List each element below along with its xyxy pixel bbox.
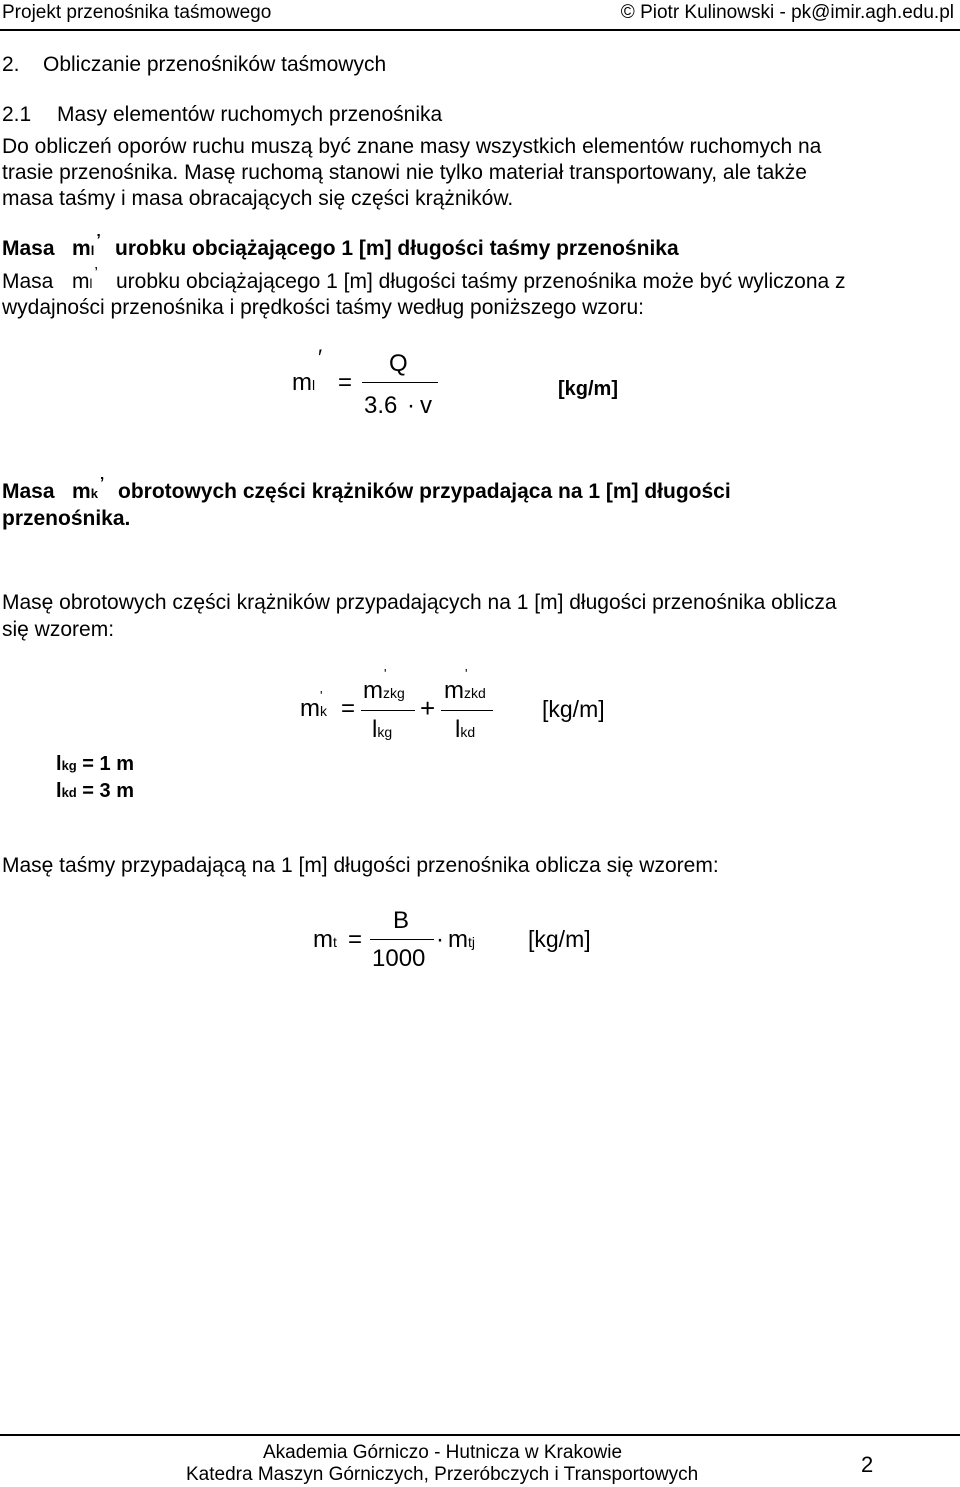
formula-mt-numerator: B	[393, 907, 410, 934]
ml-heading-rest: urobku obciążającego 1 [m] długości taśmy przenośnika	[115, 237, 679, 260]
header-right: © Piotr Kulinowski - pk@imir.agh.edu.pl	[620, 2, 954, 23]
mt-text: Masę taśmy przypadającą na 1 [m] długości przenośnika oblicza się wzorem:	[2, 854, 719, 877]
length-lkg: lkg = 1 m	[56, 753, 134, 775]
formula-mk-fraction-line-2	[441, 710, 493, 711]
formula-mk-lhs-prime: '	[320, 688, 323, 703]
subsection-title: Masy elementów ruchomych przenośnika	[57, 103, 443, 126]
formula-mt-equals: =	[348, 926, 363, 953]
formula-ml-fraction-line	[362, 382, 438, 383]
section-title: Obliczanie przenośników taśmowych	[43, 53, 387, 76]
formula-mk-unit: [kg/m]	[542, 696, 605, 722]
footer-line-1: Akademia Górniczo - Hutnicza w Krakowie	[263, 1442, 623, 1463]
formula-mt-dot: ·	[436, 926, 444, 953]
formula-mk-equals: =	[341, 695, 356, 722]
length-lkd: lkd = 3 m	[56, 780, 134, 802]
formula-ml-equals: =	[338, 369, 353, 396]
section-number: 2.	[2, 53, 20, 76]
formula-ml-dot: ·	[407, 392, 415, 419]
intro-line-2: trasie przenośnika. Masę ruchomą stanowi nie tylko materiał transportowany, ale także	[2, 161, 807, 184]
ml-text-masa: Masa	[2, 270, 54, 293]
mk-heading-rest: obrotowych części krążników przypadająca na 1 [m] długości	[118, 480, 731, 503]
mk-text-line-2: się wzorem:	[2, 618, 115, 641]
formula-ml-denominator-a: 3.6	[364, 392, 398, 419]
subsection-number: 2.1	[2, 103, 32, 126]
formula-mk-plus: +	[420, 693, 436, 723]
formula-ml-numerator: Q	[389, 350, 408, 377]
formula-mk-fraction-line-1	[361, 710, 415, 711]
footer-rule	[0, 1434, 960, 1436]
formula-mk-num-2: mzkd	[444, 677, 486, 704]
formula-mt-unit: [kg/m]	[528, 926, 591, 952]
formula-mk-den-1: lkg	[372, 716, 393, 743]
formula-ml-prime: ′	[318, 345, 323, 370]
mk-heading-m: mk’	[72, 475, 105, 503]
formula-mk-num-1: mzkg	[363, 677, 405, 704]
mk-text-line-1: Masę obrotowych części krążników przypadających na 1 [m] długości przenośnika oblicza	[2, 591, 837, 614]
formula-ml-lhs: ml	[292, 369, 316, 396]
header-left: Projekt przenośnika taśmowego	[2, 2, 272, 23]
ml-text-rest: urobku obciążającego 1 [m] długości taśmy przenośnika może być wyliczona z	[116, 270, 846, 293]
formula-mt-denominator: 1000	[372, 945, 426, 972]
page-number: 2	[861, 1452, 874, 1477]
mk-heading-masa: Masa	[2, 480, 55, 503]
intro-line-3: masa taśmy i masa obracających się części krążników.	[2, 187, 514, 210]
formula-mk-num-1-prime: '	[384, 666, 387, 681]
ml-text-line-2: wydajności przenośnika i prędkości taśmy według poniższego wzoru:	[2, 296, 644, 319]
formula-mt-rhs: mtj	[448, 926, 475, 953]
ml-heading-masa: Masa	[2, 237, 55, 260]
formula-mt-lhs: mt	[313, 926, 337, 953]
ml-heading-m: ml’	[72, 232, 101, 260]
mk-heading-line-2: przenośnika.	[2, 507, 131, 530]
ml-text-m: ml’	[72, 265, 98, 293]
formula-ml-unit: [kg/m]	[558, 378, 618, 400]
formula-ml-denominator-b: v	[420, 392, 432, 419]
intro-line-1: Do obliczeń oporów ruchu muszą być znane masy wszystkich elementów ruchomych na	[2, 135, 822, 158]
footer-line-2: Katedra Maszyn Górniczych, Przeróbczych i Transportowych	[186, 1464, 699, 1485]
formula-mt-fraction-line	[370, 939, 434, 940]
formula-mk-den-2: lkd	[455, 716, 476, 743]
header-rule	[0, 29, 960, 31]
formula-mk-lhs: mk	[300, 695, 327, 722]
formula-mk-num-2-prime: '	[465, 666, 468, 681]
